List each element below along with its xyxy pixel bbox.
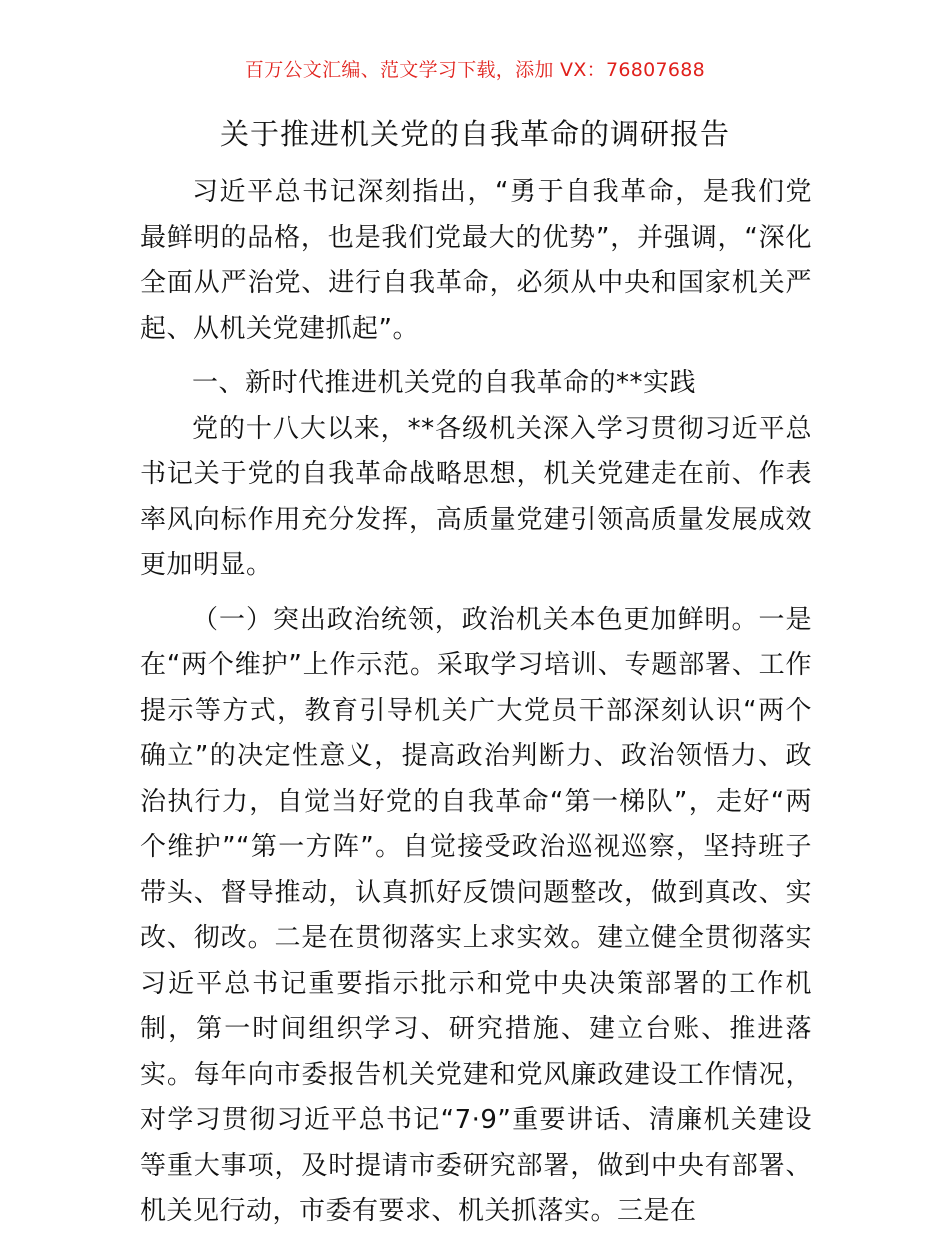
section-1-paragraph: 党的十八大以来，**各级机关深入学习贯彻习近平总书记关于党的自我革命战略思想，机关党建走在前、作表率风向标作用充分发挥，高质量党建引领高质量发展成效更加明显。 (140, 413, 812, 580)
document-title: 关于推进机关党的自我革命的调研报告 (219, 117, 730, 151)
section-1-heading: 一、新时代推进机关党的自我革命的**实践 (192, 368, 697, 398)
header-promo-note: 百万公文汇编、范文学习下载，添加 VX：76807688 (244, 59, 706, 81)
subsection-1-paragraph: （一）突出政治统领，政治机关本色更加鲜明。一是在“两个维护”上作示范。采取学习培训、专题部署、工作提示等方式，教育引导机关广大党员干部深刻认识“两个确立”的决定性意义，提高政治判断力、政治领悟力、政治执行力，自觉当好党的自我革命“第一梯队”，走好“两个维护”“第一方阵”。自觉接受政治巡视巡察，坚持班子带头、督导推动，认真抓好反馈问题整改，做到真改、实改、彻改。二是在贯彻落实上求实效。建立健全贯彻落实习近平总书记重要指示批示和党中央决策部署的工作机制，第一时间组织学习、研究措施、建立台账、推进落实。每年向市委报告机关党建和党风廉政建设工作情况，对学习贯彻习近平总书记“7·9”重要讲话、清廉机关建设等重大事项，及时提请市委研究部署，做到中央有部署、机关见行动，市委有要求、机关抓落实。三是在 (140, 604, 812, 1226)
document-body (140, 170, 812, 1235)
intro-paragraph: 习近平总书记深刻指出，“勇于自我革命，是我们党最鲜明的品格，也是我们党最大的优势”，并强调，“深化全面从严治党、进行自我革命，必须从中央和国家机关严起、从机关党建抓起”。 (140, 177, 812, 344)
